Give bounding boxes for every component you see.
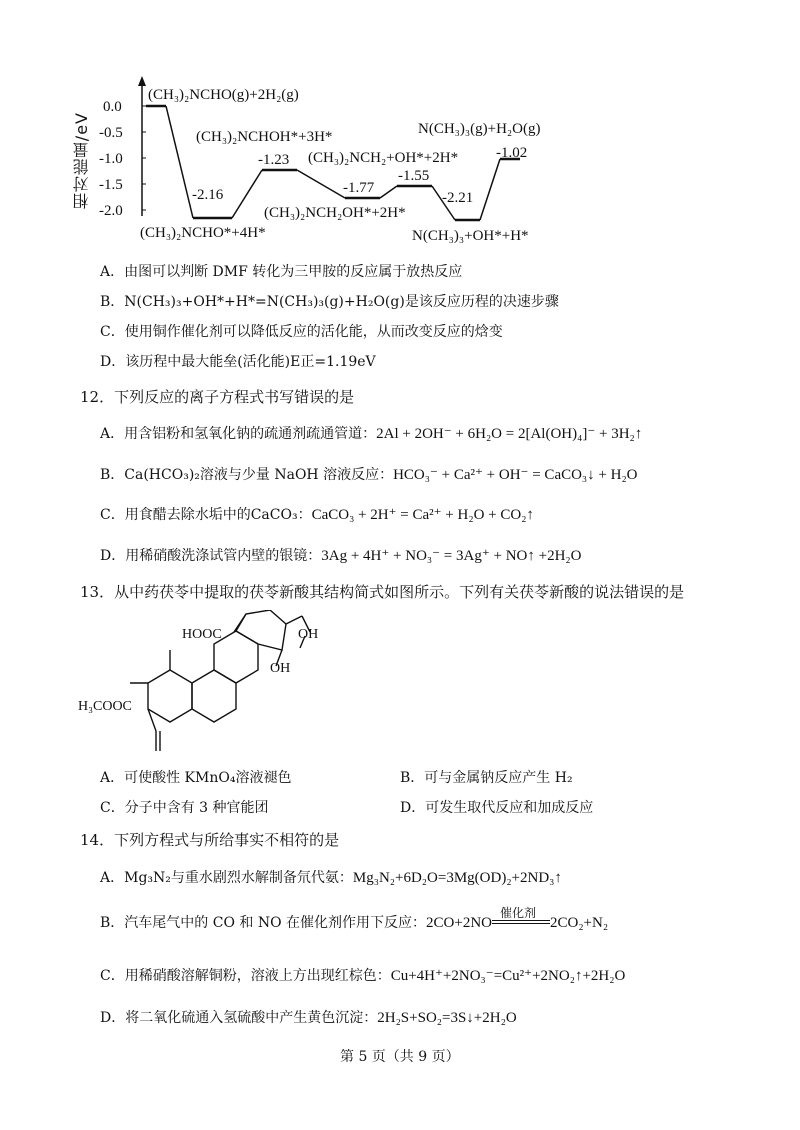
q14-a-text: A．Mg₃N₂与重水剧烈水解制备氘代氨： xyxy=(100,870,353,886)
q14-b-catalyst-arrow xyxy=(492,906,550,933)
q12-c-equation: CaCO₃ + 2H⁺ = Ca²⁺ + H₂O + CO₂↑ xyxy=(311,507,534,523)
y-axis-label: 相对能量/eV xyxy=(72,112,91,210)
q14-stem: 14．下列方程式与所给事实不相符的是 xyxy=(80,831,340,849)
struct-oh2: OH xyxy=(270,661,291,676)
q14-option-d[interactable] xyxy=(100,1008,517,1028)
tick-2: -1.0 xyxy=(99,151,123,167)
q13-option-d[interactable]: D．可发生取代反应和加成反应 xyxy=(400,800,594,816)
q14-option-a[interactable] xyxy=(100,868,562,888)
q12-b-text: B．Ca(HCO₃)₂溶液与少量 NaOH 溶液反应： xyxy=(100,467,394,483)
equals-bar xyxy=(492,920,550,924)
q12-option-d[interactable] xyxy=(100,546,582,566)
tick-1: -0.5 xyxy=(99,125,123,141)
state-value-2: -1.23 xyxy=(258,152,290,168)
q14-c-text: C．用稀硝酸溶解铜粉，溶液上方出现红棕色： xyxy=(100,968,391,984)
state-label-1: (CH₃)₂NCHO*+4H* xyxy=(140,225,266,241)
state-label-0: (CH₃)₂NCHO(g)+2H₂(g) xyxy=(148,87,299,103)
q11-option-c[interactable]: C．使用铜作催化剂可以降低反应的活化能，从而改变反应的焓变 xyxy=(100,324,503,340)
state-value-5: -2.21 xyxy=(442,190,474,206)
state-label-2: (CH₃)₂NCHOH*+3H* xyxy=(196,129,333,145)
q14-c-equation: Cu+4H⁺+2NO₃⁻=Cu²⁺+2NO₂↑+2H₂O xyxy=(390,968,626,984)
q12-option-b[interactable] xyxy=(100,465,638,485)
structure-formula xyxy=(70,610,370,770)
q12-d-equation: 3Ag + 4H⁺ + NO₃⁻ = 3Ag⁺ + NO↑ +2H₂O xyxy=(321,548,582,564)
state-value-3: -1.77 xyxy=(343,180,375,196)
q11-option-d[interactable]: D．该历程中最大能垒(活化能)E正=1.19eV xyxy=(100,354,376,370)
q12-stem: 12．下列反应的离子方程式书写错误的是 xyxy=(80,388,355,406)
q14-d-text: D．将二氧化硫通入氢硫酸中产生黄色沉淀： xyxy=(100,1010,378,1026)
q14-b-eq-left: 2CO+2NO xyxy=(426,915,492,931)
q12-a-equation: 2Al + 2OH⁻ + 6H₂O = 2[Al(OH)₄]⁻ + 3H₂↑ xyxy=(376,426,643,442)
q14-b-catalyst: 催化剂 xyxy=(499,906,536,920)
q14-d-equation: 2H₂S+SO₂=3S↓+2H₂O xyxy=(377,1010,517,1026)
q11-option-b[interactable]: B．N(CH₃)₃+OH*+H*=N(CH₃)₃(g)+H₂O(g)是该反应历程的决速步骤 xyxy=(100,294,559,310)
q14-option-b[interactable] xyxy=(100,906,609,933)
state-label-3: (CH₃)₂NCH₂OH*+2H* xyxy=(264,205,406,221)
q14-a-equation: Mg₃N₂+6D₂O=3Mg(OD)₂+2ND₃↑ xyxy=(352,870,562,886)
state-label-6: N(CH₃)₃(g)+H₂O(g) xyxy=(418,121,541,137)
state-label-4: (CH₃)₂NCH₂+OH*+2H* xyxy=(308,150,459,166)
q13-stem: 13．从中药茯苓中提取的茯苓新酸其结构简式如图所示。下列有关茯苓新酸的说法错误的是 xyxy=(80,583,685,601)
q12-d-text: D．用稀硝酸洗涤试管内壁的银镜： xyxy=(100,548,322,564)
struct-hooc: HOOC xyxy=(182,627,222,642)
q12-option-c[interactable] xyxy=(100,505,534,525)
state-value-1: -2.16 xyxy=(192,187,224,203)
q11-option-a[interactable]: A．由图可以判断 DMF 转化为三甲胺的反应属于放热反应 xyxy=(100,264,463,280)
q12-b-equation: HCO₃⁻ + Ca²⁺ + OH⁻ = CaCO₃↓ + H₂O xyxy=(393,467,638,483)
page-footer: 第 5 页（共 9 页） xyxy=(340,1049,460,1065)
q13-option-a[interactable]: A．可使酸性 KMnO₄溶液褪色 xyxy=(100,770,292,786)
tick-4: -2.0 xyxy=(99,203,123,219)
q14-option-c[interactable] xyxy=(100,966,625,986)
q12-c-text: C．用食醋去除水垢中的CaCO₃： xyxy=(100,507,312,523)
state-label-5: N(CH₃)₃+OH*+H* xyxy=(412,228,529,244)
tick-3: -1.5 xyxy=(99,177,123,193)
q12-a-text: A．用含铝粉和氢氧化钠的疏通剂疏通管道： xyxy=(100,426,377,442)
struct-ester: H₃COOC xyxy=(78,699,132,714)
struct-oh1: OH xyxy=(298,627,319,642)
state-value-6: -1.02 xyxy=(496,145,528,161)
energy-diagram xyxy=(0,70,800,255)
q14-b-eq-right: 2CO₂+N₂ xyxy=(549,915,609,931)
tick-0: 0.0 xyxy=(103,99,122,115)
q13-option-c[interactable]: C．分子中含有 3 种官能团 xyxy=(100,800,269,816)
q14-b-text: B．汽车尾气中的 CO 和 NO 在催化剂作用下反应： xyxy=(100,915,427,931)
state-value-4: -1.55 xyxy=(398,168,430,184)
q12-option-a[interactable] xyxy=(100,424,642,444)
q13-option-b[interactable]: B．可与金属钠反应产生 H₂ xyxy=(400,770,573,786)
